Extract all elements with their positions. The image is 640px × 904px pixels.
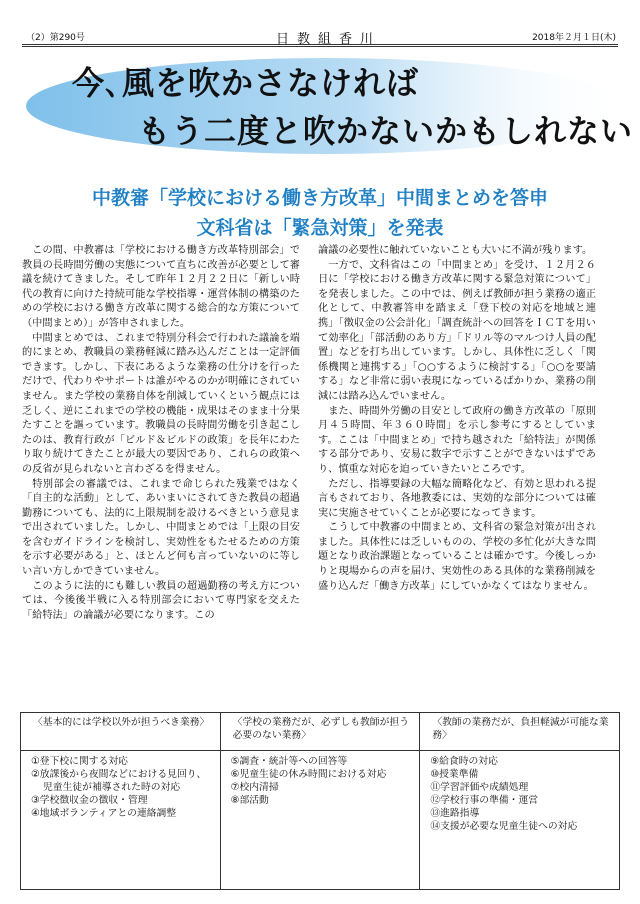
list-item: ⑥児童生徒の休み時間における対応 <box>230 769 387 780</box>
slogan-line-1: 今､風を吹かさなければ <box>72 64 420 102</box>
list-item: ⑧部活動 <box>230 795 269 806</box>
header-rule <box>22 44 618 45</box>
list-item: ②放課後から夜間などにおける見回り、児童生徒が補導された時の対応 <box>31 769 207 793</box>
list-item: ⑫学校行事の準備・運営 <box>430 795 539 806</box>
article-paragraph: 論議の必要性に触れていないことも大いに不満が残ります。 <box>318 245 593 256</box>
article-paragraph: 一方で、文科省はこの「中間まとめ」を受け、１２月２６日に「学校における働き方改革に関する緊急対策について」を発表しました。この中では、例えば教師が担う業務の適正化として、中教審答申を踏まえ「登下校の対応を地域と連携」「徴収金の公会計化」「調査統計への回答をＩＣＴを用いて効率化」「部活動のあり方」「ドリル等のマルつけ人員の配置」などを打ち出しています。しかし、具体性に乏しく「関係機関と連携する」「○○するように検討する」「○○を要請する」など非常に弱い表現になっているばかりか、業務の削減には踏み込んでいません。 <box>318 259 596 402</box>
article-column-right <box>318 244 596 594</box>
slogan-line-2: もう二度と吹かないかもしれない <box>138 112 634 150</box>
article-paragraph: ただし、指導要録の大幅な簡略化など、有効と思われる提言もされており、各地教委には、実効的な部分については確実に実施させていくことが必要になってきます。 <box>318 478 596 519</box>
list-item: ⑨給食時の対応 <box>430 756 498 767</box>
header-rule <box>22 46 618 47</box>
list-item: ⑩授業準備 <box>430 769 479 780</box>
table-cell <box>220 751 420 890</box>
article-paragraph: こうして中教審の中間まとめ、文科省の緊急対策が出されました。具体性には乏しいものの、学校の多忙化が大きな問題となり政治課題となっていることは確かです。今後しっかりと現場からの声を届け、実効性のある具体的な業務削減を盛り込んだ「働き方改革」にしていかなくてはなりません。 <box>318 522 596 592</box>
task-classification-table <box>20 712 620 890</box>
article-paragraph: 中間まとめでは、これまで特別分科会で行われた議論を端的にまとめ、教職員の業務軽減に踏み込んだことは一定評価できます。しかし、下表にあるような業務の仕分けを行っただけで、代わりやサポートは誰がやるのかが明確にされていません。また学校の業務自体を削減していくという観点には乏しく、逆にこれまでの学校の機能・成果はそのまま十分果たすことを謳っています。教職員の長時間労働を引き起こしたのは、教育行政が「ビルド＆ビルドの政策」を長年にわたり取り続けてきたことが最大の要因であり、これらの政策への反省が見られないと言わざるを得ません。 <box>22 332 300 475</box>
article-paragraph: 特別部会の審議では、これまで命じられた残業ではなく「自主的な活動」として、あいまいにされてきた教員の超過勤務についても、法的に上限規制を設けるべきという意見まで出されていました。しかし、中間まとめでは「上限の目安を含むガイドラインを検討し、実効性をもたせるための方策を示す必要がある」と、ほとんど何も言っていないのに等しい言い方しかできていません。 <box>22 478 300 578</box>
table-header: 〈学校の業務だが、必ずしも教師が担う必要のない業務〉 <box>220 713 420 751</box>
article-paragraph: この間、中教審は「学校における働き方改革特別部会」で教員の長時間労働の実態について直ちに改善が必要として審議を続けてきました。そして昨年１２月２２日に「新しい時代の教育に向けた持続可能な学校指導・運営体制の構築のための学校における働き方改革に関する総合的な方策について（中間まとめ）」が答申されました。 <box>22 245 300 329</box>
issue-date: 2018年２月１日(木) <box>532 33 616 43</box>
table-header: 〈基本的には学校以外が担うべき業務〉 <box>21 713 221 751</box>
newspaper-name: 日教組香川 <box>276 32 382 47</box>
article-column-left <box>22 244 300 623</box>
list-item: ⑭支援が必要な児童生徒への対応 <box>430 821 578 832</box>
page-header <box>26 30 616 47</box>
list-item: ⑦校内清掃 <box>230 782 279 793</box>
table-cell <box>420 751 620 890</box>
list-item: ⑬進路指導 <box>430 808 480 819</box>
list-item: ④地域ボランティアとの連絡調整 <box>31 808 177 819</box>
table-header: 〈教師の業務だが、負担軽減が可能な業務〉 <box>420 713 620 751</box>
slogan-banner <box>26 52 634 164</box>
article-paragraph: このように法的にも難しい教員の超過勤務の考え方については、今後後半戦に入る特別部会において専門家を交えた「給特法」の論議が必要になります。この <box>22 580 300 621</box>
table-cell <box>21 751 221 890</box>
headline-main: 中教審「学校における働き方改革」中間まとめを答申 <box>91 187 548 209</box>
list-item: ③学校徴収金の徴収・管理 <box>31 795 148 806</box>
list-item: ⑤調査・統計等への回答等 <box>230 756 348 767</box>
issue-number: （2）第290号 <box>26 33 85 43</box>
article-paragraph: また、時間外労働の目安として政府の働き方改革の「原則月４５時間、年３６０時間」を示し参考にするとしています。ここは「中間まとめ」で持ち越された「給特法」が関係する部分であり、安易に数字で示すことができないはずであり、慎重な対応を迫っていきたいところです。 <box>318 405 596 475</box>
headline-sub: 文科省は「緊急対策」を発表 <box>196 217 444 239</box>
list-item: ①登下校に関する対応 <box>31 756 128 767</box>
list-item: ⑪学習評価や成績処理 <box>430 782 529 793</box>
